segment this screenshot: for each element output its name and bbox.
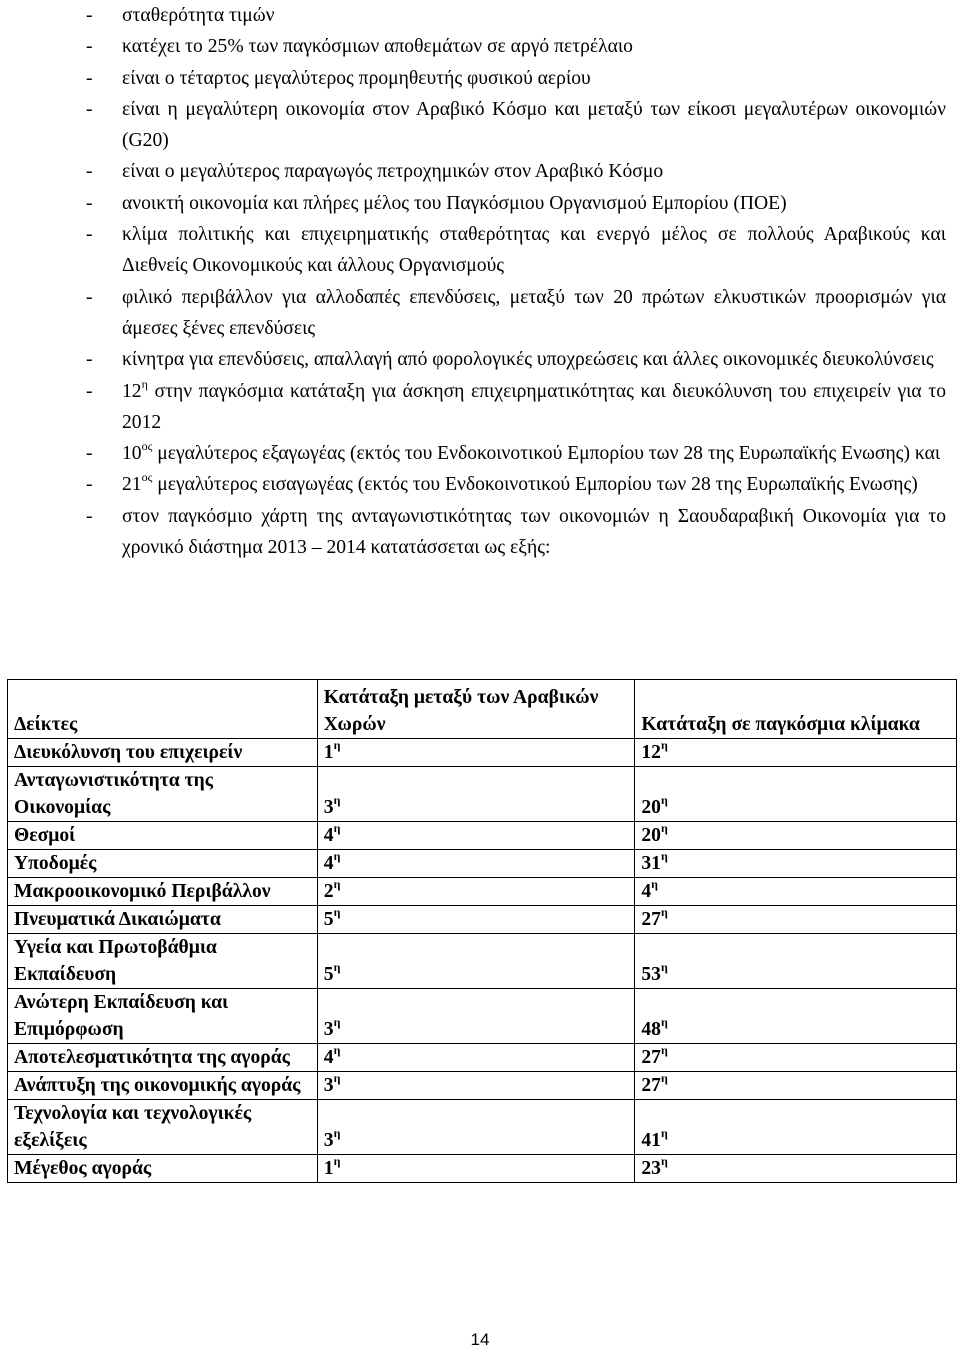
rank-number: 1 [323, 742, 334, 763]
indicator-cell: Αποτελεσματικότητα της αγοράς [8, 1044, 318, 1072]
bullet-text: στον παγκόσμιο χάρτη της ανταγωνιστικότητας των οικονομιών η Σαουδαραβική Οικονομία για το χρονικό διάστημα 2013 – 2014 κατατάσσεται ως εξής: [122, 505, 946, 559]
rank-number: 31 [641, 853, 661, 874]
rank-number: 5 [323, 909, 334, 930]
indicator-cell: Ανάπτυξη της οικονομικής αγοράς [8, 1072, 318, 1100]
world-rank-cell [635, 1044, 957, 1072]
bullet-rank-number: 12 [122, 380, 142, 402]
world-rank-cell [635, 906, 957, 934]
bullet-item [86, 31, 946, 62]
rank-number: 48 [641, 1019, 661, 1040]
bullet-dash: - [86, 98, 93, 120]
rank-suffix: η [660, 905, 668, 919]
rank-number: 41 [641, 1130, 661, 1151]
arab-rank-cell [317, 1072, 635, 1100]
indicator-cell: Πνευματικά Δικαιώματα [8, 906, 318, 934]
arab-rank-cell [317, 1155, 635, 1183]
indicator-cell: Μακροοικονομικό Περιβάλλον [8, 878, 318, 906]
rank-number: 1 [323, 1158, 334, 1179]
rank-number: 4 [641, 881, 652, 902]
rank-suffix: η [333, 738, 341, 752]
indicator-cell: Θεσμοί [8, 822, 318, 850]
rank-number: 3 [323, 797, 334, 818]
rank-suffix: η [651, 877, 658, 891]
bullet-dash: - [86, 161, 93, 183]
bullet-dash: - [86, 224, 93, 246]
world-rank-cell [635, 739, 957, 767]
arab-rank-cell [317, 906, 635, 934]
indicator-cell: Ανταγωνιστικότητα της Οικονομίας [8, 767, 318, 822]
rank-suffix: η [333, 1126, 341, 1140]
indicator-cell: Διευκόλυνση του επιχειρείν [8, 739, 318, 767]
indicator-cell: Τεχνολογία και τεχνολογικές εξελίξεις [8, 1100, 318, 1155]
rank-suffix: η [660, 793, 668, 807]
bullet-item [86, 156, 946, 187]
table-body [8, 739, 957, 1183]
bullet-rank-suffix: η [141, 376, 148, 391]
header-world-rank: Κατάταξη σε παγκόσμια κλίμακα [635, 680, 957, 739]
table-row [8, 739, 957, 767]
bullet-dash: - [86, 192, 93, 214]
rank-suffix: η [333, 1015, 341, 1029]
rank-number: 5 [323, 964, 334, 985]
bullet-rank-suffix: ος [141, 439, 153, 454]
ranking-table [7, 679, 957, 1183]
world-rank-cell [635, 822, 957, 850]
arab-rank-cell [317, 767, 635, 822]
rank-number: 27 [641, 1047, 661, 1068]
world-rank-cell [635, 878, 957, 906]
table-row [8, 934, 957, 989]
indicator-cell: Υποδομές [8, 850, 318, 878]
bullet-text: είναι ο μεγαλύτερος παραγωγός πετροχημικών στον Αραβικό Κόσμο [122, 161, 664, 183]
bullet-text: μεγαλύτερος εξαγωγέας (εκτός του Ενδοκοινοτικού Εμπορίου των 28 της Ευρωπαϊκής Ενωσης) και [152, 443, 941, 465]
bullet-item [86, 282, 946, 345]
rank-suffix: η [660, 1126, 668, 1140]
rank-suffix: η [333, 877, 341, 891]
header-indicators: Δείκτες [8, 680, 318, 739]
table-row [8, 878, 957, 906]
table-row [8, 767, 957, 822]
bullet-item [86, 94, 946, 157]
rank-number: 3 [323, 1019, 334, 1040]
bullet-item [86, 344, 946, 375]
rank-number: 53 [641, 964, 661, 985]
rank-suffix: η [660, 1071, 668, 1085]
bullet-dash: - [86, 474, 93, 496]
bullet-text: φιλικό περιβάλλον για αλλοδαπές επενδύσεις, μεταξύ των 20 πρώτων ελκυστικών προορισμών για άμεσες ξένες επενδύσεις [122, 286, 946, 339]
table-row [8, 1072, 957, 1100]
rank-suffix: η [333, 793, 341, 807]
rank-suffix: η [660, 738, 668, 752]
bullet-dash: - [86, 5, 93, 26]
rank-suffix: η [333, 821, 341, 835]
arab-rank-cell [317, 1100, 635, 1155]
bullet-item [86, 469, 946, 500]
bullet-item [86, 0, 946, 31]
rank-suffix: η [660, 960, 668, 974]
rank-suffix: η [333, 1043, 341, 1057]
table-row [8, 906, 957, 934]
rank-suffix: η [333, 849, 341, 863]
arab-rank-cell [317, 1044, 635, 1072]
arab-rank-cell [317, 822, 635, 850]
rank-number: 4 [323, 853, 334, 874]
rank-number: 3 [323, 1075, 334, 1096]
bullet-rank-suffix: ος [141, 470, 153, 485]
rank-number: 2 [323, 881, 334, 902]
bullet-item [86, 438, 946, 469]
bullet-text: στην παγκόσμια κατάταξη για άσκηση επιχειρηματικότητας και διευκόλυνση του επιχειρείν για το 2012 [122, 380, 946, 433]
indicator-cell: Υγεία και Πρωτοβάθμια Εκπαίδευση [8, 934, 318, 989]
bullet-text: κλίμα πολιτικής και επιχειρηματικής σταθερότητας και ενεργό μέλος σε πολλούς Αραβικούς και Διεθνείς Οικονομικούς και άλλους Οργανισμούς [122, 224, 946, 277]
world-rank-cell [635, 1100, 957, 1155]
bullet-item [86, 376, 946, 439]
bullet-dash: - [86, 36, 93, 58]
world-rank-cell [635, 850, 957, 878]
table-row [8, 1044, 957, 1072]
bullet-item [86, 188, 946, 219]
rank-suffix: η [660, 849, 668, 863]
rank-number: 20 [641, 825, 661, 846]
bullet-text: ανοικτή οικονομία και πλήρες μέλος του Παγκόσμιου Οργανισμού Εμπορίου (ΠΟΕ) [122, 192, 787, 214]
bullet-dash: - [86, 505, 93, 527]
arab-rank-cell [317, 934, 635, 989]
indicator-cell: Ανώτερη Εκπαίδευση και Επιμόρφωση [8, 989, 318, 1044]
table-row [8, 1155, 957, 1183]
rank-number: 4 [323, 1047, 334, 1068]
bullet-dash: - [86, 286, 93, 308]
table-row [8, 1100, 957, 1155]
bullet-item [86, 63, 946, 94]
arab-rank-cell [317, 878, 635, 906]
rank-number: 23 [641, 1158, 661, 1179]
table-row [8, 850, 957, 878]
bullet-text: σταθερότητα τιμών [122, 5, 275, 26]
world-rank-cell [635, 767, 957, 822]
table-header-row [8, 680, 957, 739]
world-rank-cell [635, 1155, 957, 1183]
bullet-item [86, 501, 946, 564]
world-rank-cell [635, 934, 957, 989]
indicator-cell: Μέγεθος αγοράς [8, 1155, 318, 1183]
bullet-text: μεγαλύτερος εισαγωγέας (εκτός του Ενδοκοινοτικού Εμπορίου των 28 της Ευρωπαϊκής Ενωσης) [152, 474, 918, 496]
table-row [8, 989, 957, 1044]
arab-rank-cell [317, 850, 635, 878]
bullet-dash: - [86, 349, 93, 371]
bullet-text: είναι η μεγαλύτερη οικονομία στον Αραβικό Κόσμο και μεταξύ των είκοσι μεγαλυτέρων οικονομιών (G20) [122, 98, 946, 152]
bullet-item [86, 219, 946, 282]
world-rank-cell [635, 1072, 957, 1100]
bullet-text: κατέχει το 25% των παγκόσμιων αποθεμάτων σε αργό πετρέλαιο [122, 36, 633, 58]
rank-suffix: η [333, 1154, 341, 1168]
bullet-text: είναι ο τέταρτος μεγαλύτερος προμηθευτής φυσικού αερίου [122, 67, 591, 89]
rank-suffix: η [660, 1043, 668, 1057]
bullet-dash: - [86, 67, 93, 89]
rank-number: 20 [641, 797, 661, 818]
bullet-rank-number: 10 [122, 443, 142, 465]
table-row [8, 822, 957, 850]
bullet-text: κίνητρα για επενδύσεις, απαλλαγή από φορολογικές υποχρεώσεις και άλλες οικονομικές διευκολύνσεις [122, 349, 934, 371]
rank-suffix: η [333, 960, 341, 974]
rank-number: 4 [323, 825, 334, 846]
world-rank-cell [635, 989, 957, 1044]
bullet-dash: - [86, 443, 93, 465]
rank-number: 27 [641, 1075, 661, 1096]
rank-number: 3 [323, 1130, 334, 1151]
arab-rank-cell [317, 739, 635, 767]
page-number: 14 [470, 1330, 490, 1349]
header-arab-rank: Κατάταξη μεταξύ των Αραβικών Χωρών [317, 680, 635, 739]
rank-suffix: η [333, 905, 341, 919]
arab-rank-cell [317, 989, 635, 1044]
rank-suffix: η [333, 1071, 341, 1085]
bullet-dash: - [86, 380, 93, 402]
bullet-rank-number: 21 [122, 474, 142, 496]
rank-number: 27 [641, 909, 661, 930]
bullet-list [86, 0, 946, 563]
rank-suffix: η [660, 821, 668, 835]
rank-suffix: η [660, 1154, 668, 1168]
rank-number: 12 [641, 742, 661, 763]
rank-suffix: η [660, 1015, 668, 1029]
